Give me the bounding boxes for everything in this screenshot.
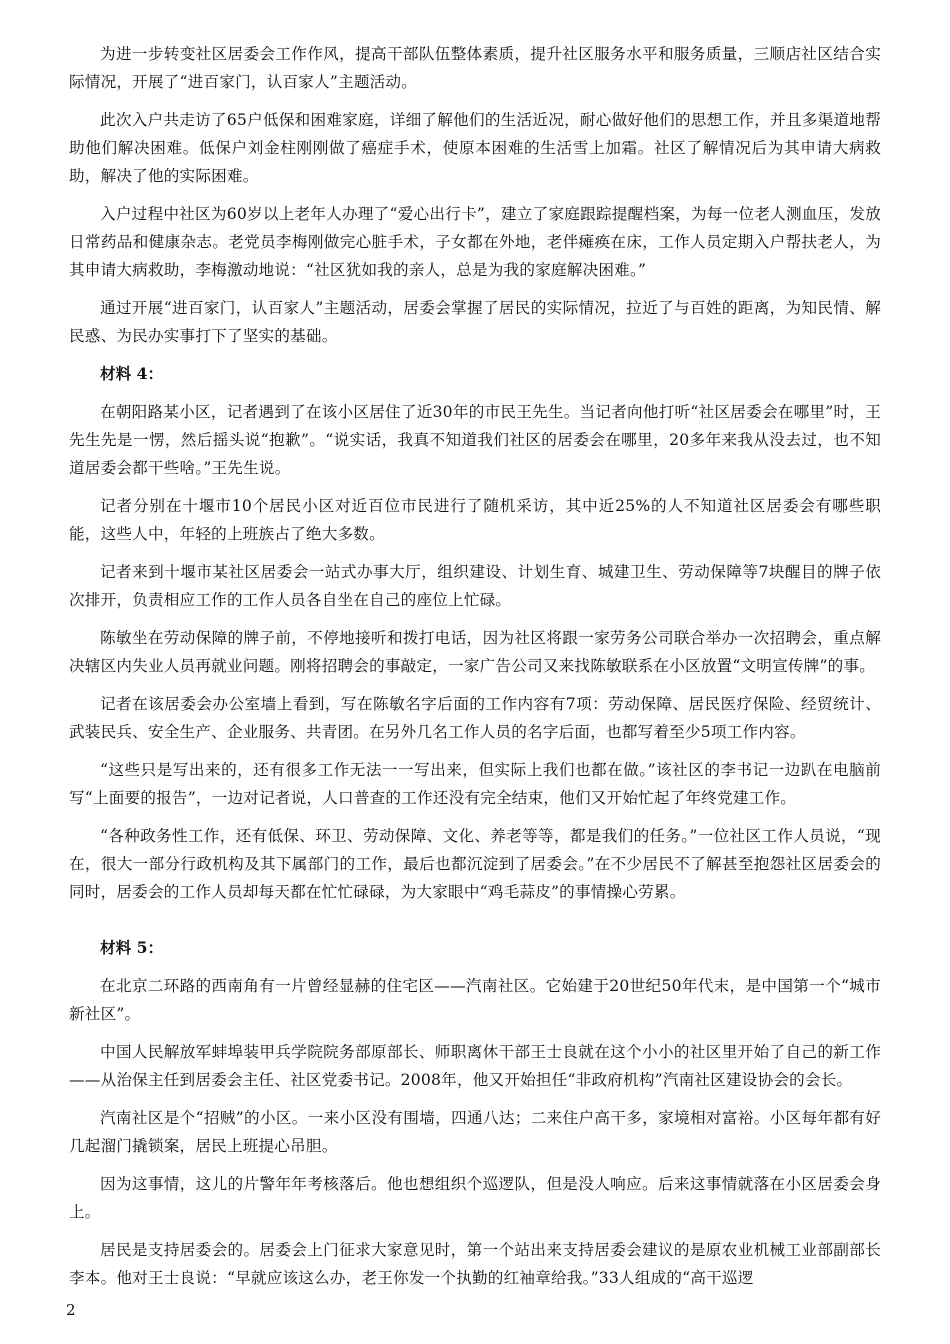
paragraph: 通过开展“进百家门，认百家人”主题活动，居委会掌握了居民的实际情况，拉近了与百姓的距离，为知民情、解民惑、为民办实事打下了坚实的基础。 <box>69 299 881 345</box>
paragraph: 为进一步转变社区居委会工作作风，提高干部队伍整体素质，提升社区服务水平和服务质量，三顺店社区结合实际情况，开展了“进百家门，认百家人”主题活动。 <box>69 45 881 91</box>
page-number: 2 <box>66 1301 76 1319</box>
paragraph: 陈敏坐在劳动保障的牌子前，不停地接听和拨打电话，因为社区将跟一家劳务公司联合举办一次招聘会，重点解决辖区内失业人员再就业问题。刚将招聘会的事敲定，一家广告公司又来找陈敏联系在小区放置“文明宣传牌”的事。 <box>69 629 881 675</box>
paragraph: “这些只是写出来的，还有很多工作无法一一写出来，但实际上我们也都在做。”该社区的李书记一边趴在电脑前写“上面要的报告”，一边对记者说，人口普查的工作还没有完全结束，他们又开始忙起了年终党建工作。 <box>69 761 881 807</box>
paragraph: “各种政务性工作，还有低保、环卫、劳动保障、文化、养老等等，都是我们的任务。”一位社区工作人员说，“现在，很大一部分行政机构及其下属部门的工作，最后也都沉淀到了居委会。”在不少居民不了解甚至抱怨社区居委会的同时，居委会的工作人员却每天都在忙忙碌碌，为大家眼中“鸡毛蒜皮”的事情操心劳累。 <box>69 827 881 901</box>
section-heading-material-5: 材料 5： <box>100 938 164 957</box>
paragraph: 在北京二环路的西南角有一片曾经显赫的住宅区——汽南社区。它始建于20世纪50年代末，是中国第一个“城市新社区”。 <box>69 977 881 1023</box>
paragraph: 记者分别在十堰市10个居民小区对近百位市民进行了随机采访，其中近25%的人不知道社区居委会有哪些职能，这些人中，年轻的上班族占了绝大多数。 <box>69 497 881 543</box>
paragraph: 此次入户共走访了65户低保和困难家庭，详细了解他们的生活近况，耐心做好他们的思想工作，并且多渠道地帮助他们解决困难。低保户刘金柱刚刚做了癌症手术，使原本困难的生活雪上加霜。社区了解情况后为其申请大病救助，解决了他的实际困难。 <box>69 111 881 185</box>
paragraph: 居民是支持居委会的。居委会上门征求大家意见时，第一个站出来支持居委会建议的是原农业机械工业部副部长李本。他对王士良说：“早就应该这么办，老王你发一个执勤的红袖章给我。”33人组成的“高干巡逻 <box>69 1241 881 1287</box>
paragraph: 记者来到十堰市某社区居委会一站式办事大厅，组织建设、计划生育、城建卫生、劳动保障等7块醒目的牌子依次排开，负责相应工作的工作人员各自坐在自己的座位上忙碌。 <box>69 563 881 609</box>
section-heading-material-4: 材料 4： <box>100 364 164 383</box>
document-body <box>69 40 881 1302</box>
paragraph: 因为这事情，这儿的片警年年考核落后。他也想组织个巡逻队，但是没人响应。后来这事情就落在小区居委会身上。 <box>69 1175 881 1221</box>
paragraph: 记者在该居委会办公室墙上看到，写在陈敏名字后面的工作内容有7项：劳动保障、居民医疗保险、经贸统计、武装民兵、安全生产、企业服务、共青团。在另外几名工作人员的名字后面，也都写着至少5项工作内容。 <box>69 695 881 741</box>
paragraph: 汽南社区是个“招贼”的小区。一来小区没有围墙，四通八达；二来住户高干多，家境相对富裕。小区每年都有好几起溜门撬锁案，居民上班提心吊胆。 <box>69 1109 881 1155</box>
section-spacer <box>69 916 881 934</box>
paragraph: 中国人民解放军蚌埠装甲兵学院院务部原部长、师职离休干部王士良就在这个小小的社区里开始了自己的新工作——从治保主任到居委会主任、社区党委书记。2008年，他又开始担任“非政府机构”汽南社区建设协会的会长。 <box>69 1043 881 1089</box>
paragraph: 在朝阳路某小区，记者遇到了在该小区居住了近30年的市民王先生。当记者向他打听“社区居委会在哪里”时，王先生先是一愣，然后摇头说“抱歉”。“说实话，我真不知道我们社区的居委会在哪里，20多年来我从没去过，也不知道居委会都干些啥。”王先生说。 <box>69 403 881 477</box>
paragraph: 入户过程中社区为60岁以上老年人办理了“爱心出行卡”，建立了家庭跟踪提醒档案，为每一位老人测血压，发放日常药品和健康杂志。老党员李梅刚做完心脏手术，子女都在外地，老伴瘫痪在床，工作人员定期入户帮扶老人，为其申请大病救助，李梅激动地说：“社区犹如我的亲人，总是为我的家庭解决困难。” <box>69 205 881 279</box>
